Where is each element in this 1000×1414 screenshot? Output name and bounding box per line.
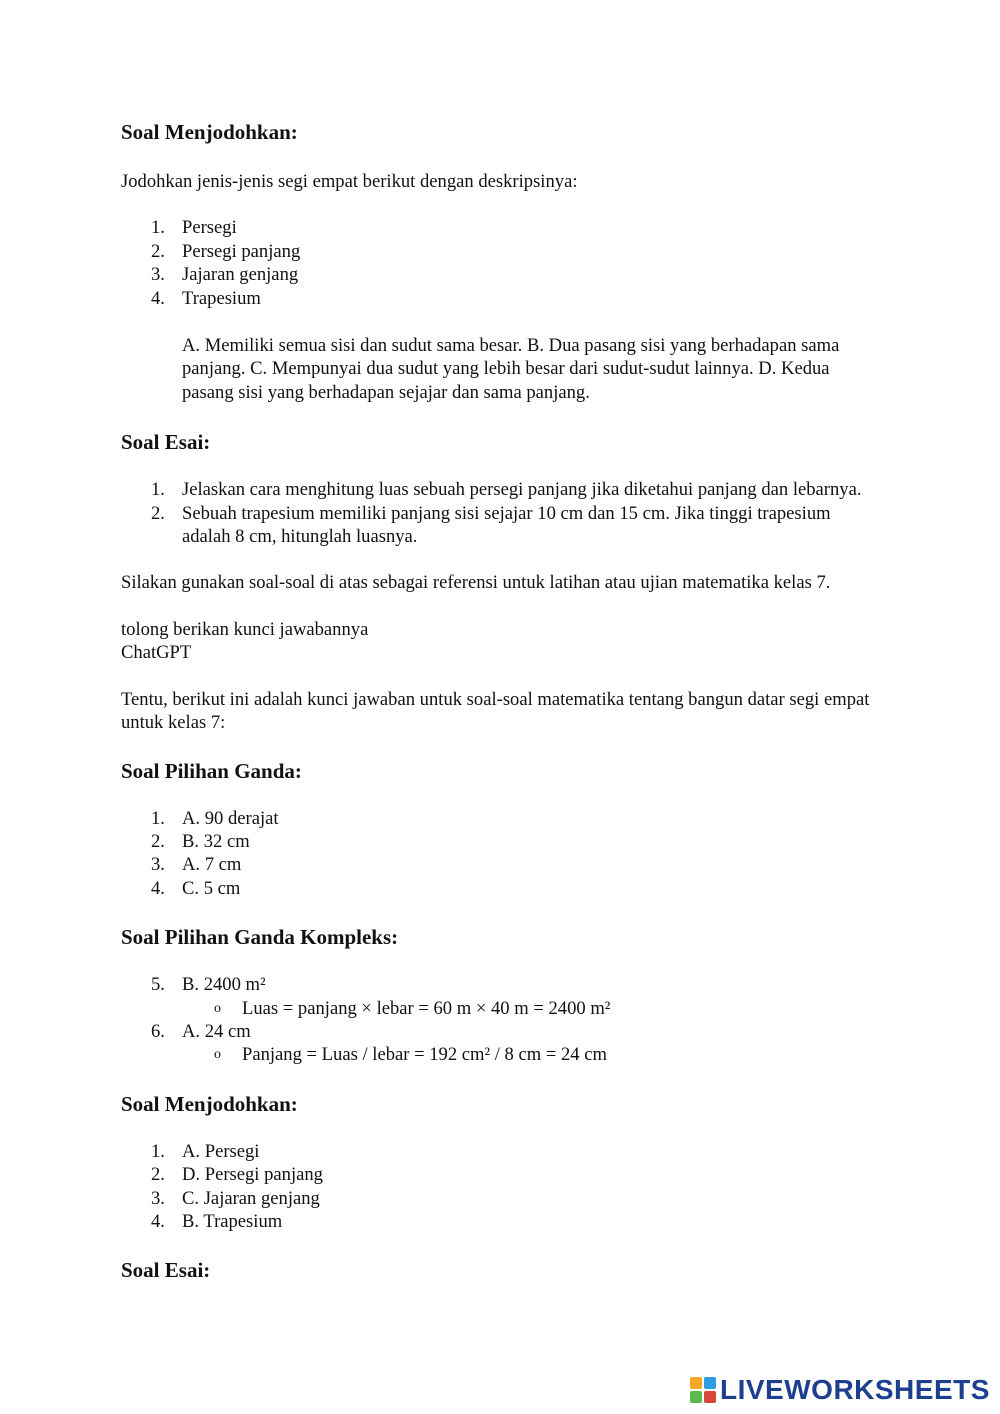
- heading-kunci-pilihan-ganda: Soal Pilihan Ganda:: [121, 758, 302, 783]
- heading-menjodohkan: Soal Menjodohkan:: [121, 120, 298, 144]
- author-label: ChatGPT: [121, 642, 192, 664]
- sub-list-item: o Panjang = Luas / lebar = 192 cm² / 8 cm = 24 cm: [214, 1044, 607, 1066]
- menjodohkan-intro: Jodohkan jenis-jenis segi empat berikut dengan deskripsinya:: [121, 171, 578, 192]
- list-item: 1. A. Persegi: [151, 1140, 260, 1162]
- liveworksheets-watermark: [690, 1374, 990, 1406]
- list-item: 3. Jajaran genjang: [151, 264, 299, 286]
- circle-bullet-icon: o: [214, 1000, 221, 1016]
- document-page: [121, 118, 881, 1284]
- sub-list-item: o Luas = panjang × lebar = 60 m × 40 m = 2400 m²: [214, 997, 611, 1019]
- list-item: 4. Trapesium: [151, 287, 261, 309]
- circle-bullet-icon: o: [214, 1047, 221, 1063]
- heading-kunci-menjodohkan: Soal Menjodohkan:: [121, 1091, 298, 1116]
- list-item: 3. A. 7 cm: [151, 854, 242, 876]
- heading-kunci-pilihan-ganda-kompleks: Soal Pilihan Ganda Kompleks:: [121, 925, 399, 950]
- list-item: 1. Jelaskan cara menghitung luas sebuah persegi panjang jika diketahui panjang dan lebarnya.: [151, 479, 862, 501]
- list-item: 4. B. Trapesium: [151, 1210, 283, 1232]
- list-item: 2. D. Persegi panjang: [151, 1164, 323, 1186]
- kunci-pilihan-ganda-kompleks-list: [121, 973, 881, 1067]
- kunci-pilihan-ganda-list: [121, 807, 881, 901]
- liveworksheets-logo-icon: [690, 1377, 716, 1403]
- list-item: 3. C. Jajaran genjang: [151, 1187, 320, 1209]
- esai-list: [121, 478, 881, 548]
- list-item: 5. B. 2400 m²: [151, 974, 266, 996]
- menjodohkan-list: [121, 216, 881, 310]
- list-item: 1. A. 90 derajat: [151, 807, 279, 829]
- kunci-menjodohkan-list: [121, 1140, 881, 1234]
- closing-text: Silakan gunakan soal-soal di atas sebagai referensi untuk latihan atau ujian matematika kelas 7.: [121, 572, 831, 594]
- list-item: 1. Persegi: [151, 217, 237, 239]
- list-item: 2. Sebuah trapesium memiliki panjang sisi sejajar 10 cm dan 15 cm. Jika tinggi trapesium adalah 8 cm, hitunglah luasnya.: [151, 502, 831, 548]
- answer-intro: Tentu, berikut ini adalah kunci jawaban untuk soal-soal matematika tentang bangun datar segi empat untuk kelas 7:: [121, 688, 870, 734]
- menjodohkan-options: A. Memiliki semua sisi dan sudut sama besar. B. Dua pasang sisi yang berhadapan sama panjang. C. Mempunyai dua sudut yang lebih besar dari sudut-sudut lainnya. D. Kedua pasang sisi yang berhadapan sejajar dan sama panjang.: [182, 335, 840, 403]
- heading-kunci-esai: Soal Esai:: [121, 1258, 211, 1283]
- request-line: tolong berikan kunci jawabannya: [121, 618, 369, 640]
- watermark-text: LIVEWORKSHEETS: [720, 1374, 990, 1405]
- list-item: 2. Persegi panjang: [151, 240, 301, 262]
- list-item: 4. C. 5 cm: [151, 877, 241, 899]
- heading-esai: Soal Esai:: [121, 430, 211, 455]
- list-item: 6. A. 24 cm: [151, 1020, 251, 1042]
- list-item: 2. B. 32 cm: [151, 830, 250, 852]
